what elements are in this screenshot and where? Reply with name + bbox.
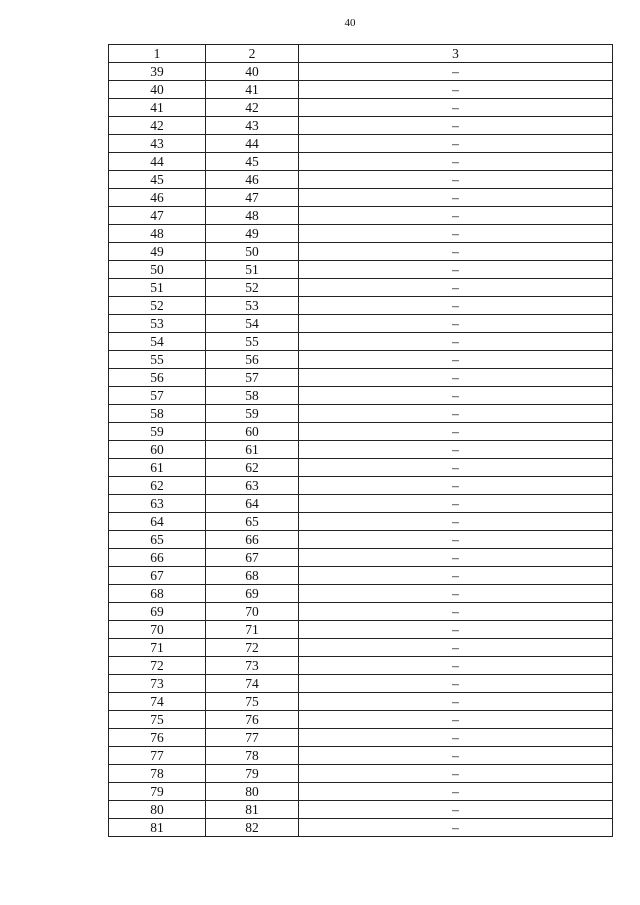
table-cell-col-3: – <box>299 657 613 675</box>
table-cell-col-1: 41 <box>109 99 206 117</box>
table-cell-col-2: 48 <box>206 207 299 225</box>
table-row <box>109 261 613 279</box>
table-cell-col-2: 60 <box>206 423 299 441</box>
data-table <box>108 44 613 837</box>
table-cell-col-2: 72 <box>206 639 299 657</box>
table-cell-col-3: – <box>299 387 613 405</box>
table-cell-col-1: 43 <box>109 135 206 153</box>
table-row <box>109 279 613 297</box>
table-row <box>109 621 613 639</box>
table-cell-col-2: 49 <box>206 225 299 243</box>
table-cell-col-1: 58 <box>109 405 206 423</box>
table-cell-col-3: – <box>299 675 613 693</box>
table-row <box>109 81 613 99</box>
table-row <box>109 603 613 621</box>
table-row <box>109 99 613 117</box>
table-cell-col-3: – <box>299 81 613 99</box>
table-cell-col-2: 67 <box>206 549 299 567</box>
table-cell-col-1: 51 <box>109 279 206 297</box>
table-cell-col-1: 74 <box>109 693 206 711</box>
table-cell-col-2: 41 <box>206 81 299 99</box>
table-cell-col-3: – <box>299 621 613 639</box>
table-row <box>109 441 613 459</box>
table-cell-col-1: 54 <box>109 333 206 351</box>
table-cell-col-2: 42 <box>206 99 299 117</box>
table-header-row <box>109 45 613 63</box>
table-cell-col-1: 56 <box>109 369 206 387</box>
table-row <box>109 567 613 585</box>
table-cell-col-3: – <box>299 459 613 477</box>
table-cell-col-3: – <box>299 189 613 207</box>
table-row <box>109 315 613 333</box>
table-cell-col-3: – <box>299 405 613 423</box>
table-cell-col-1: 39 <box>109 63 206 81</box>
table-cell-col-3: – <box>299 117 613 135</box>
table-cell-col-1: 77 <box>109 747 206 765</box>
table-cell-col-2: 68 <box>206 567 299 585</box>
table-body <box>109 63 613 837</box>
table-cell-col-2: 56 <box>206 351 299 369</box>
table-cell-col-1: 52 <box>109 297 206 315</box>
table-cell-col-3: – <box>299 783 613 801</box>
table-row <box>109 675 613 693</box>
table-cell-col-3: – <box>299 693 613 711</box>
table-cell-col-1: 67 <box>109 567 206 585</box>
table-cell-col-3: – <box>299 297 613 315</box>
table-cell-col-3: – <box>299 171 613 189</box>
table-row <box>109 693 613 711</box>
table-cell-col-1: 64 <box>109 513 206 531</box>
table-cell-col-1: 70 <box>109 621 206 639</box>
table-cell-col-2: 71 <box>206 621 299 639</box>
table-row <box>109 747 613 765</box>
table-row <box>109 297 613 315</box>
table-cell-col-3: – <box>299 423 613 441</box>
table-cell-col-3: – <box>299 549 613 567</box>
table-cell-col-1: 69 <box>109 603 206 621</box>
table-cell-col-2: 62 <box>206 459 299 477</box>
table-cell-col-2: 77 <box>206 729 299 747</box>
table-cell-col-3: – <box>299 225 613 243</box>
table-cell-col-1: 49 <box>109 243 206 261</box>
table-cell-col-2: 69 <box>206 585 299 603</box>
table-cell-col-1: 76 <box>109 729 206 747</box>
table-cell-col-1: 42 <box>109 117 206 135</box>
table-row <box>109 765 613 783</box>
table-cell-col-3: – <box>299 603 613 621</box>
column-header-2: 2 <box>206 45 299 63</box>
table-cell-col-3: – <box>299 333 613 351</box>
table-row <box>109 423 613 441</box>
table-row <box>109 243 613 261</box>
table-row <box>109 477 613 495</box>
table-cell-col-3: – <box>299 243 613 261</box>
table-cell-col-2: 40 <box>206 63 299 81</box>
table-cell-col-1: 79 <box>109 783 206 801</box>
table-row <box>109 369 613 387</box>
table-cell-col-1: 61 <box>109 459 206 477</box>
table-cell-col-2: 80 <box>206 783 299 801</box>
table-cell-col-3: – <box>299 531 613 549</box>
table-row <box>109 513 613 531</box>
table-cell-col-1: 60 <box>109 441 206 459</box>
table-cell-col-2: 65 <box>206 513 299 531</box>
table-cell-col-3: – <box>299 639 613 657</box>
table-cell-col-3: – <box>299 369 613 387</box>
table-cell-col-1: 57 <box>109 387 206 405</box>
table-row <box>109 225 613 243</box>
table-row <box>109 153 613 171</box>
table-cell-col-2: 50 <box>206 243 299 261</box>
page-number: 40 <box>344 17 356 29</box>
table-cell-col-2: 52 <box>206 279 299 297</box>
table-cell-col-2: 46 <box>206 171 299 189</box>
table-cell-col-1: 47 <box>109 207 206 225</box>
table-row <box>109 657 613 675</box>
table-cell-col-2: 70 <box>206 603 299 621</box>
table-cell-col-3: – <box>299 711 613 729</box>
table-cell-col-2: 43 <box>206 117 299 135</box>
table-row <box>109 117 613 135</box>
table-cell-col-1: 75 <box>109 711 206 729</box>
table-cell-col-1: 80 <box>109 801 206 819</box>
table-cell-col-1: 45 <box>109 171 206 189</box>
table-cell-col-3: – <box>299 207 613 225</box>
table-row <box>109 189 613 207</box>
column-header-3: 3 <box>299 45 613 63</box>
table-cell-col-3: – <box>299 351 613 369</box>
table-row <box>109 387 613 405</box>
table-cell-col-3: – <box>299 441 613 459</box>
table-cell-col-2: 64 <box>206 495 299 513</box>
table-cell-col-3: – <box>299 513 613 531</box>
table-row <box>109 459 613 477</box>
table-cell-col-1: 44 <box>109 153 206 171</box>
table-row <box>109 171 613 189</box>
table-cell-col-2: 57 <box>206 369 299 387</box>
table-row <box>109 405 613 423</box>
table-cell-col-2: 66 <box>206 531 299 549</box>
table-cell-col-1: 72 <box>109 657 206 675</box>
table-cell-col-3: – <box>299 801 613 819</box>
table-cell-col-3: – <box>299 261 613 279</box>
table-row <box>109 333 613 351</box>
table-cell-col-1: 66 <box>109 549 206 567</box>
table-row <box>109 351 613 369</box>
table-row <box>109 639 613 657</box>
table-cell-col-3: – <box>299 315 613 333</box>
column-header-1: 1 <box>109 45 206 63</box>
table-cell-col-2: 51 <box>206 261 299 279</box>
table-cell-col-3: – <box>299 747 613 765</box>
table-cell-col-2: 63 <box>206 477 299 495</box>
table-cell-col-3: – <box>299 477 613 495</box>
table-cell-col-2: 79 <box>206 765 299 783</box>
table-cell-col-1: 81 <box>109 819 206 837</box>
table-cell-col-1: 68 <box>109 585 206 603</box>
table-row <box>109 585 613 603</box>
table-cell-col-2: 78 <box>206 747 299 765</box>
table-cell-col-1: 59 <box>109 423 206 441</box>
table-row <box>109 495 613 513</box>
table-cell-col-2: 75 <box>206 693 299 711</box>
table-row <box>109 531 613 549</box>
table-row <box>109 729 613 747</box>
table-cell-col-3: – <box>299 279 613 297</box>
table-cell-col-3: – <box>299 819 613 837</box>
table-cell-col-2: 82 <box>206 819 299 837</box>
table-row <box>109 135 613 153</box>
table-cell-col-2: 53 <box>206 297 299 315</box>
table-cell-col-2: 44 <box>206 135 299 153</box>
table-cell-col-1: 50 <box>109 261 206 279</box>
table-cell-col-2: 45 <box>206 153 299 171</box>
table-cell-col-3: – <box>299 765 613 783</box>
table-cell-col-1: 53 <box>109 315 206 333</box>
table-cell-col-3: – <box>299 729 613 747</box>
table-cell-col-2: 54 <box>206 315 299 333</box>
table-cell-col-1: 78 <box>109 765 206 783</box>
table-cell-col-1: 63 <box>109 495 206 513</box>
table-cell-col-2: 73 <box>206 657 299 675</box>
table-cell-col-1: 40 <box>109 81 206 99</box>
table-cell-col-3: – <box>299 99 613 117</box>
table-cell-col-1: 55 <box>109 351 206 369</box>
table-cell-col-3: – <box>299 63 613 81</box>
table-cell-col-2: 58 <box>206 387 299 405</box>
table-row <box>109 549 613 567</box>
table-row <box>109 207 613 225</box>
table-cell-col-2: 61 <box>206 441 299 459</box>
table-row <box>109 801 613 819</box>
table-cell-col-2: 76 <box>206 711 299 729</box>
data-table-container <box>108 44 612 837</box>
table-cell-col-3: – <box>299 585 613 603</box>
table-row <box>109 783 613 801</box>
table-row <box>109 819 613 837</box>
table-cell-col-3: – <box>299 567 613 585</box>
table-cell-col-3: – <box>299 135 613 153</box>
table-row <box>109 711 613 729</box>
table-cell-col-2: 81 <box>206 801 299 819</box>
table-cell-col-1: 46 <box>109 189 206 207</box>
table-cell-col-1: 48 <box>109 225 206 243</box>
table-cell-col-3: – <box>299 495 613 513</box>
table-cell-col-2: 47 <box>206 189 299 207</box>
table-cell-col-2: 74 <box>206 675 299 693</box>
table-cell-col-1: 73 <box>109 675 206 693</box>
table-cell-col-2: 59 <box>206 405 299 423</box>
table-cell-col-3: – <box>299 153 613 171</box>
table-cell-col-1: 65 <box>109 531 206 549</box>
table-row <box>109 63 613 81</box>
table-cell-col-2: 55 <box>206 333 299 351</box>
table-cell-col-1: 71 <box>109 639 206 657</box>
table-cell-col-1: 62 <box>109 477 206 495</box>
